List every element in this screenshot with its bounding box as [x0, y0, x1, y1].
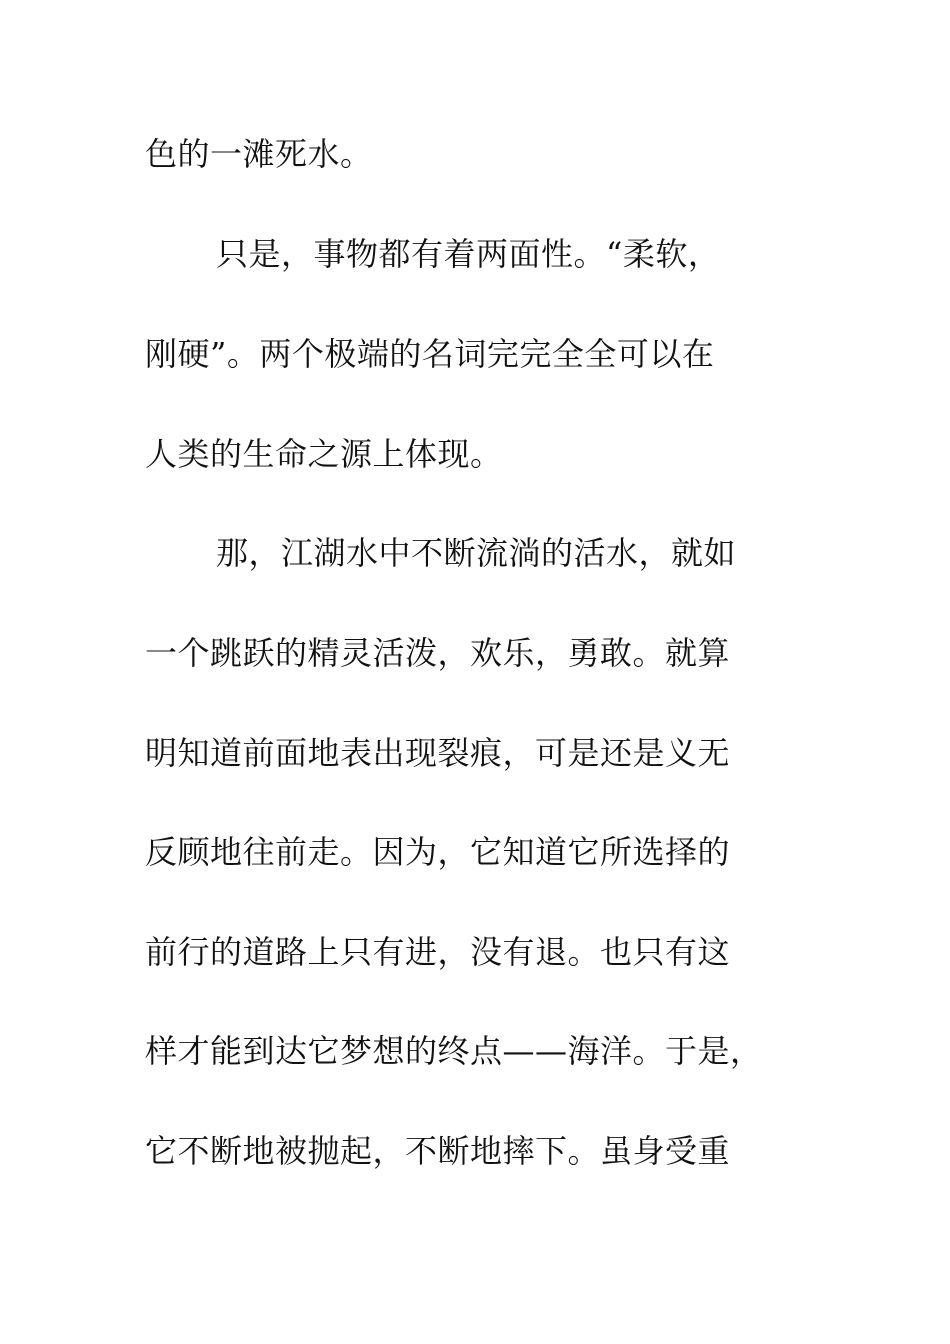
text-line: 一个跳跃的精灵活泼，欢乐，勇敢。就算: [145, 634, 731, 672]
text-line: 色的一滩死水。: [145, 135, 373, 173]
text-line: 刚硬”。两个极端的名词完完全全可以在: [145, 335, 715, 373]
text-line: 明知道前面地表出现裂痕，可是还是义无: [145, 734, 731, 772]
text-line: 人类的生命之源上体现。: [145, 435, 503, 473]
text-line: 前行的道路上只有进，没有退。也只有这: [145, 933, 731, 971]
paragraph-start-line: 那，江湖水中不断流淌的活水，就如: [216, 534, 737, 572]
text-line: 反顾地往前走。因为，它知道它所选择的: [145, 833, 731, 871]
text-line: 样才能到达它梦想的终点——海洋。于是，: [145, 1032, 763, 1070]
paragraph-start-line: 只是，事物都有着两面性。“柔软，: [216, 235, 721, 273]
text-line: 它不断地被抛起，不断地摔下。虽身受重: [145, 1132, 731, 1170]
